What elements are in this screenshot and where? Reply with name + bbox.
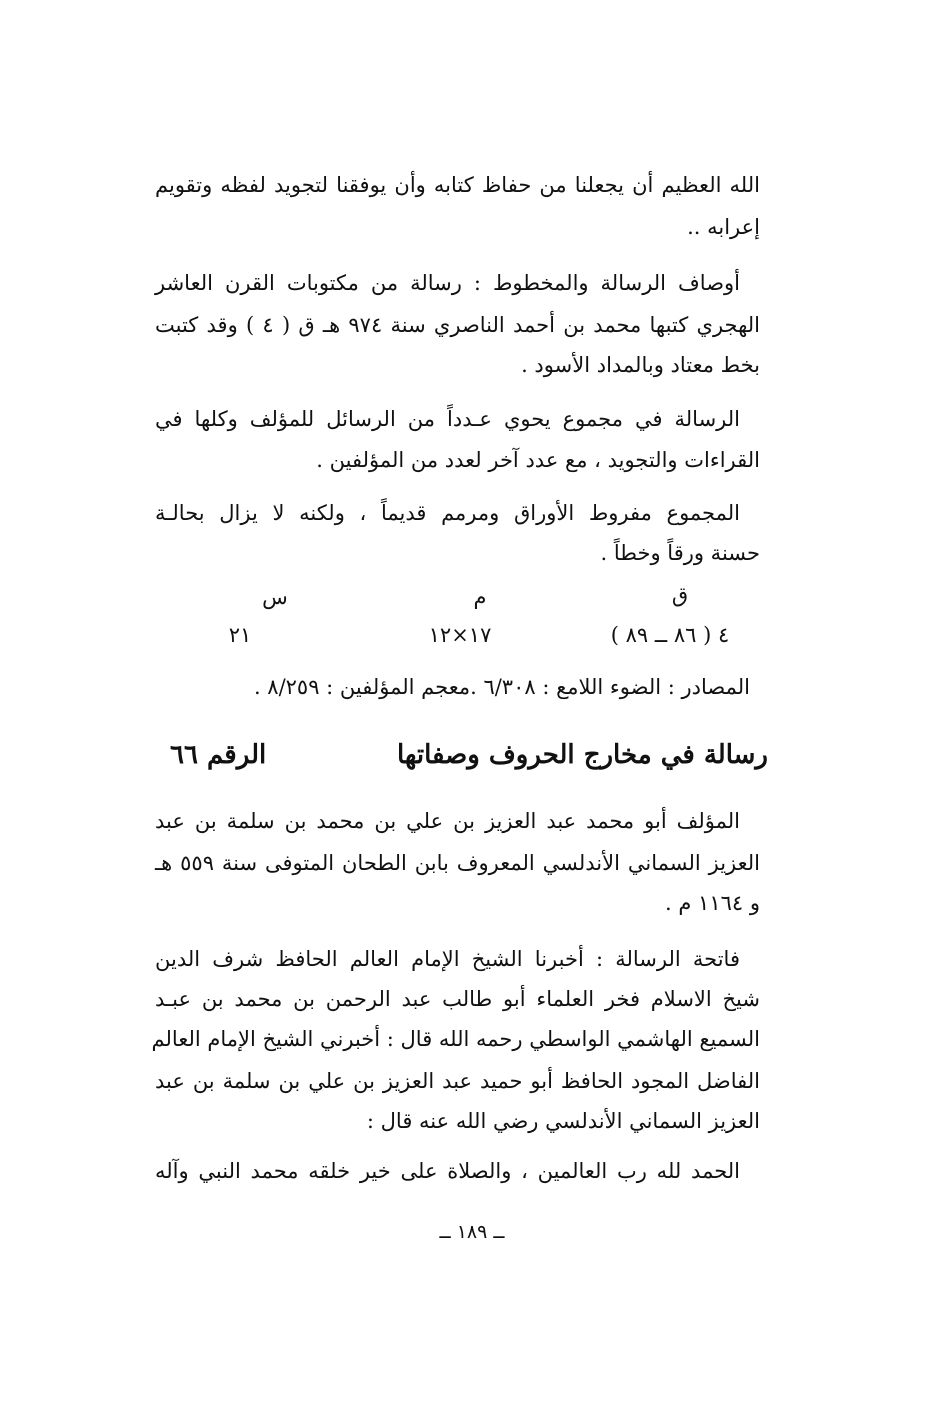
author-line-2: العزيز السماني الأندلسي المعروف بابن الطحان المتوفى سنة ٥٥٩ هـ bbox=[155, 851, 761, 875]
table-value-q: ٤ ( ٨٦ ــ ٨٩ ) bbox=[610, 623, 730, 647]
opening-line-1: فاتحة الرسالة : أخبرنا الشيخ الإمام العالم الحافظ شرف الدين bbox=[155, 947, 740, 971]
page-number: ــ ١٨٩ ــ bbox=[439, 1221, 505, 1243]
collection-line-1: الرسالة في مجموع يحوي عـدداً من الرسائل للمؤلف وكلها في bbox=[155, 407, 740, 431]
description-line-3: بخط معتاد وبالمداد الأسود . bbox=[521, 353, 760, 377]
table-header-s: س bbox=[262, 585, 288, 609]
opening-line-4: الفاضل المجود الحافظ أبو حميد عبد العزيز بن علي بن سلمة بن عبد bbox=[155, 1069, 760, 1093]
table-value-s: ٢١ bbox=[228, 623, 252, 647]
author-line-1: المؤلف أبو محمد عبد العزيز بن علي بن محمد بن سلمة بن عبد bbox=[155, 809, 740, 833]
table-header-m: م bbox=[473, 585, 487, 609]
table-value-m: ١٧×١٢ bbox=[428, 623, 492, 647]
opening-line-2: شيخ الاسلام فخر العلماء أبو طالب عبد الرحمن بن محمد بن عبـد bbox=[155, 987, 760, 1011]
sources-line: المصادر : الضوء اللامع : ٦/٣٠٨ .معجم المؤلفين : ٨/٢٥٩ . bbox=[253, 675, 750, 699]
author-line-3: و ١١٦٤ م . bbox=[665, 891, 760, 915]
heading-title: رسالة في مخارج الحروف وصفاتها bbox=[396, 740, 768, 770]
table-header-q: ق bbox=[671, 583, 689, 607]
condition-line-2: حسنة ورقاً وخطاً . bbox=[600, 541, 760, 565]
opening-line-5: العزيز السماني الأندلسي رضي الله عنه قال : bbox=[366, 1109, 760, 1133]
condition-line-1: المجموع مفروط الأوراق ومرمم قديماً ، ولكنه لا يزال بحالـة bbox=[155, 501, 740, 525]
heading-number: الرقم ٦٦ bbox=[170, 740, 267, 770]
description-line-1: أوصاف الرسالة والمخطوط : رسالة من مكتوبات القرن العاشر bbox=[155, 271, 740, 295]
opening-line-3: السميع الهاشمي الواسطي رحمه الله قال : أخبرني الشيخ الإمام العالم bbox=[151, 1027, 760, 1051]
intro-line-2: إعرابه .. bbox=[687, 215, 760, 239]
collection-line-2: القراءات والتجويد ، مع عدد آخر لعدد من المؤلفين . bbox=[316, 448, 760, 472]
description-line-2: الهجري كتبها محمد بن أحمد الناصري سنة ٩٧٤ هـ ق ( ٤ ) وقد كتبت bbox=[155, 313, 760, 337]
intro-line-1: الله العظيم أن يجعلنا من حفاظ كتابه وأن يوفقنا لتجويد لفظه وتقويم bbox=[155, 173, 760, 197]
praise-line-1: الحمد لله رب العالمين ، والصلاة على خير خلقه محمد النبي وآله bbox=[155, 1159, 740, 1183]
